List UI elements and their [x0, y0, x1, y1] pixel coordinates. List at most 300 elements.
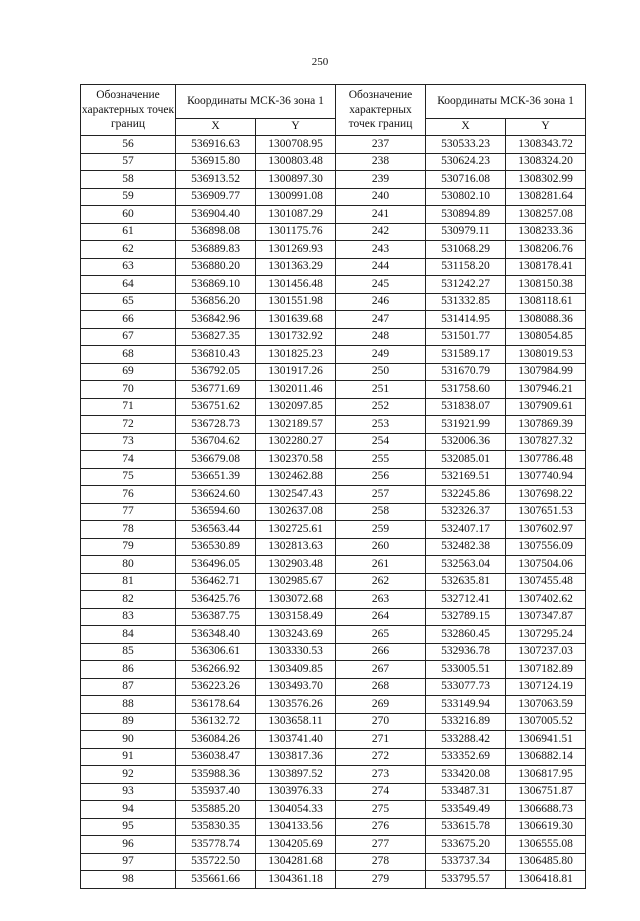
x-coordinate-left: 536530.89	[176, 538, 256, 556]
x-coordinate-right: 532326.37	[426, 503, 506, 521]
point-number-right: 244	[336, 258, 426, 276]
table-row	[81, 626, 586, 644]
x-coordinate-left: 536624.60	[176, 486, 256, 504]
y-coordinate-right: 1306555.08	[506, 836, 586, 854]
y-coordinate-left: 1303158.49	[256, 608, 336, 626]
table-row	[81, 258, 586, 276]
table-row	[81, 556, 586, 574]
x-coordinate-left: 535885.20	[176, 801, 256, 819]
x-coordinate-right: 530533.23	[426, 136, 506, 154]
y-coordinate-right: 1308118.61	[506, 293, 586, 311]
table-row	[81, 416, 586, 434]
y-coordinate-right: 1308324.20	[506, 153, 586, 171]
point-number-left: 63	[81, 258, 176, 276]
point-number-left: 94	[81, 801, 176, 819]
y-coordinate-left: 1302547.43	[256, 486, 336, 504]
y-coordinate-right: 1308281.64	[506, 188, 586, 206]
point-number-right: 257	[336, 486, 426, 504]
point-number-left: 85	[81, 643, 176, 661]
y-coordinate-left: 1303897.52	[256, 766, 336, 784]
point-number-right: 252	[336, 398, 426, 416]
y-coordinate-left: 1300708.95	[256, 136, 336, 154]
y-coordinate-right: 1308088.36	[506, 311, 586, 329]
point-number-right: 273	[336, 766, 426, 784]
y-coordinate-left: 1303493.70	[256, 678, 336, 696]
x-coordinate-right: 530979.11	[426, 223, 506, 241]
x-coordinate-right: 532006.36	[426, 433, 506, 451]
x-coordinate-right: 530894.89	[426, 206, 506, 224]
x-coordinate-left: 536842.96	[176, 311, 256, 329]
table-row	[81, 521, 586, 539]
table-row	[81, 381, 586, 399]
y-coordinate-right: 1307740.94	[506, 468, 586, 486]
point-number-right: 254	[336, 433, 426, 451]
point-number-right: 246	[336, 293, 426, 311]
point-number-right: 264	[336, 608, 426, 626]
x-coordinate-right: 532860.45	[426, 626, 506, 644]
point-number-left: 78	[81, 521, 176, 539]
y-coordinate-left: 1302725.61	[256, 521, 336, 539]
point-number-left: 75	[81, 468, 176, 486]
point-number-left: 96	[81, 836, 176, 854]
x-coordinate-right: 533149.94	[426, 696, 506, 714]
x-coordinate-right: 533352.69	[426, 748, 506, 766]
x-coordinate-left: 535722.50	[176, 853, 256, 871]
y-coordinate-left: 1303741.40	[256, 731, 336, 749]
x-coordinate-left: 536771.69	[176, 381, 256, 399]
table-row	[81, 363, 586, 381]
x-coordinate-right: 531414.95	[426, 311, 506, 329]
point-number-left: 89	[81, 713, 176, 731]
point-number-right: 242	[336, 223, 426, 241]
point-number-left: 74	[81, 451, 176, 469]
y-coordinate-right: 1307984.99	[506, 363, 586, 381]
x-coordinate-left: 536223.26	[176, 678, 256, 696]
x-coordinate-right: 532789.15	[426, 608, 506, 626]
x-coordinate-right: 531921.99	[426, 416, 506, 434]
x-coordinate-left: 536563.44	[176, 521, 256, 539]
y-coordinate-left: 1304205.69	[256, 836, 336, 854]
y-coordinate-right: 1306882.14	[506, 748, 586, 766]
point-number-left: 88	[81, 696, 176, 714]
table-row	[81, 171, 586, 189]
table-row	[81, 573, 586, 591]
y-coordinate-left: 1301363.29	[256, 258, 336, 276]
x-coordinate-right: 531068.29	[426, 241, 506, 259]
x-coordinate-right: 533077.73	[426, 678, 506, 696]
y-coordinate-left: 1303330.53	[256, 643, 336, 661]
point-number-right: 271	[336, 731, 426, 749]
point-number-right: 279	[336, 871, 426, 889]
point-number-right: 265	[336, 626, 426, 644]
y-coordinate-left: 1301639.68	[256, 311, 336, 329]
point-number-right: 239	[336, 171, 426, 189]
x-coordinate-right: 530716.08	[426, 171, 506, 189]
table-row	[81, 836, 586, 854]
x-coordinate-left: 536909.77	[176, 188, 256, 206]
y-coordinate-right: 1307182.89	[506, 661, 586, 679]
point-number-right: 268	[336, 678, 426, 696]
y-coordinate-right: 1307651.53	[506, 503, 586, 521]
table-row	[81, 748, 586, 766]
y-coordinate-right: 1307295.24	[506, 626, 586, 644]
point-number-right: 259	[336, 521, 426, 539]
y-coordinate-right: 1306751.87	[506, 783, 586, 801]
point-number-left: 67	[81, 328, 176, 346]
point-number-left: 56	[81, 136, 176, 154]
y-coordinate-left: 1304281.68	[256, 853, 336, 871]
table-row	[81, 591, 586, 609]
point-number-right: 241	[336, 206, 426, 224]
y-coordinate-right: 1308019.53	[506, 346, 586, 364]
y-coordinate-right: 1307455.48	[506, 573, 586, 591]
point-number-left: 92	[81, 766, 176, 784]
y-coordinate-left: 1301732.92	[256, 328, 336, 346]
table-row	[81, 643, 586, 661]
y-coordinate-right: 1307946.21	[506, 381, 586, 399]
table-row	[81, 818, 586, 836]
y-coordinate-right: 1308150.38	[506, 276, 586, 294]
point-number-left: 95	[81, 818, 176, 836]
table-row	[81, 328, 586, 346]
y-coordinate-left: 1303409.85	[256, 661, 336, 679]
y-coordinate-right: 1307827.32	[506, 433, 586, 451]
point-number-right: 269	[336, 696, 426, 714]
point-number-right: 260	[336, 538, 426, 556]
y-coordinate-right: 1307005.52	[506, 713, 586, 731]
y-coordinate-right: 1308233.36	[506, 223, 586, 241]
table-row	[81, 398, 586, 416]
x-coordinate-left: 535830.35	[176, 818, 256, 836]
point-number-right: 250	[336, 363, 426, 381]
y-coordinate-right: 1307237.03	[506, 643, 586, 661]
x-coordinate-right: 533420.08	[426, 766, 506, 784]
y-coordinate-left: 1302903.48	[256, 556, 336, 574]
x-coordinate-right: 532712.41	[426, 591, 506, 609]
x-coordinate-left: 536679.08	[176, 451, 256, 469]
x-coordinate-right: 533737.34	[426, 853, 506, 871]
y-coordinate-right: 1306817.95	[506, 766, 586, 784]
point-number-right: 278	[336, 853, 426, 871]
y-coordinate-left: 1304054.33	[256, 801, 336, 819]
point-number-left: 68	[81, 346, 176, 364]
point-number-right: 249	[336, 346, 426, 364]
x-coordinate-left: 536266.92	[176, 661, 256, 679]
point-number-right: 277	[336, 836, 426, 854]
x-column-header-left: X	[176, 119, 256, 136]
y-coordinate-right: 1307602.97	[506, 521, 586, 539]
table-row	[81, 293, 586, 311]
point-number-right: 237	[336, 136, 426, 154]
x-coordinate-right: 531670.79	[426, 363, 506, 381]
table-row	[81, 538, 586, 556]
coordinates-table	[80, 84, 586, 889]
y-coordinate-left: 1300803.48	[256, 153, 336, 171]
y-coordinate-left: 1303072.68	[256, 591, 336, 609]
point-number-right: 245	[336, 276, 426, 294]
point-number-right: 258	[336, 503, 426, 521]
y-column-header-right: Y	[506, 119, 586, 136]
x-column-header-right: X	[426, 119, 506, 136]
x-coordinate-left: 536038.47	[176, 748, 256, 766]
x-coordinate-right: 531758.60	[426, 381, 506, 399]
x-coordinate-right: 533288.42	[426, 731, 506, 749]
x-coordinate-left: 535937.40	[176, 783, 256, 801]
point-number-left: 66	[81, 311, 176, 329]
point-number-right: 274	[336, 783, 426, 801]
table-row	[81, 731, 586, 749]
x-coordinate-right: 532635.81	[426, 573, 506, 591]
point-number-left: 59	[81, 188, 176, 206]
y-coordinate-left: 1302097.85	[256, 398, 336, 416]
y-coordinate-right: 1308302.99	[506, 171, 586, 189]
x-coordinate-left: 536827.35	[176, 328, 256, 346]
x-coordinate-left: 535988.36	[176, 766, 256, 784]
x-coordinate-left: 535661.66	[176, 871, 256, 889]
y-coordinate-right: 1307124.19	[506, 678, 586, 696]
point-number-left: 70	[81, 381, 176, 399]
table-row	[81, 276, 586, 294]
page-number: 250	[311, 56, 329, 68]
point-number-left: 86	[81, 661, 176, 679]
point-number-left: 65	[81, 293, 176, 311]
point-number-left: 58	[81, 171, 176, 189]
y-coordinate-left: 1303976.33	[256, 783, 336, 801]
y-coordinate-left: 1301917.26	[256, 363, 336, 381]
point-number-right: 243	[336, 241, 426, 259]
y-coordinate-right: 1308054.85	[506, 328, 586, 346]
table-row	[81, 241, 586, 259]
x-coordinate-left: 536387.75	[176, 608, 256, 626]
x-coordinate-right: 531838.07	[426, 398, 506, 416]
y-coordinate-right: 1307504.06	[506, 556, 586, 574]
x-coordinate-left: 536904.40	[176, 206, 256, 224]
point-number-left: 77	[81, 503, 176, 521]
table-row	[81, 766, 586, 784]
x-coordinate-left: 536178.64	[176, 696, 256, 714]
point-number-right: 266	[336, 643, 426, 661]
point-number-right: 248	[336, 328, 426, 346]
y-coordinate-right: 1307063.59	[506, 696, 586, 714]
x-coordinate-right: 531242.27	[426, 276, 506, 294]
point-number-left: 83	[81, 608, 176, 626]
point-number-right: 240	[336, 188, 426, 206]
point-number-right: 255	[336, 451, 426, 469]
point-number-left: 84	[81, 626, 176, 644]
x-coordinate-right: 533216.89	[426, 713, 506, 731]
y-coordinate-right: 1307786.48	[506, 451, 586, 469]
y-coordinate-right: 1306688.73	[506, 801, 586, 819]
point-number-left: 73	[81, 433, 176, 451]
coordinates-group-header-left: Координаты МСК-36 зона 1	[176, 85, 336, 119]
x-coordinate-left: 536810.43	[176, 346, 256, 364]
x-coordinate-left: 536869.10	[176, 276, 256, 294]
y-coordinate-right: 1306485.80	[506, 853, 586, 871]
table-row	[81, 153, 586, 171]
point-number-right: 267	[336, 661, 426, 679]
y-coordinate-left: 1300897.30	[256, 171, 336, 189]
x-coordinate-right: 532245.86	[426, 486, 506, 504]
table-row	[81, 801, 586, 819]
x-coordinate-right: 533675.20	[426, 836, 506, 854]
y-coordinate-right: 1307869.39	[506, 416, 586, 434]
point-number-right: 270	[336, 713, 426, 731]
x-coordinate-left: 536425.76	[176, 591, 256, 609]
y-coordinate-left: 1301551.98	[256, 293, 336, 311]
x-coordinate-right: 532169.51	[426, 468, 506, 486]
coordinates-group-header-right: Координаты МСК-36 зона 1	[426, 85, 586, 119]
y-coordinate-left: 1301175.76	[256, 223, 336, 241]
y-coordinate-left: 1301456.48	[256, 276, 336, 294]
table-row	[81, 783, 586, 801]
y-column-header-left: Y	[256, 119, 336, 136]
x-coordinate-left: 536462.71	[176, 573, 256, 591]
table-row	[81, 871, 586, 889]
y-coordinate-left: 1302985.67	[256, 573, 336, 591]
point-number-right: 275	[336, 801, 426, 819]
y-coordinate-left: 1302813.63	[256, 538, 336, 556]
x-coordinate-right: 531501.77	[426, 328, 506, 346]
x-coordinate-left: 536496.05	[176, 556, 256, 574]
y-coordinate-left: 1304361.18	[256, 871, 336, 889]
point-number-left: 98	[81, 871, 176, 889]
x-coordinate-right: 532407.17	[426, 521, 506, 539]
y-coordinate-right: 1308206.76	[506, 241, 586, 259]
y-coordinate-left: 1302011.46	[256, 381, 336, 399]
x-coordinate-left: 536348.40	[176, 626, 256, 644]
table-row	[81, 451, 586, 469]
point-number-left: 60	[81, 206, 176, 224]
x-coordinate-left: 536751.62	[176, 398, 256, 416]
x-coordinate-left: 536916.63	[176, 136, 256, 154]
point-number-left: 62	[81, 241, 176, 259]
y-coordinate-right: 1308257.08	[506, 206, 586, 224]
y-coordinate-left: 1303658.11	[256, 713, 336, 731]
point-number-left: 61	[81, 223, 176, 241]
table-row	[81, 853, 586, 871]
x-coordinate-left: 536594.60	[176, 503, 256, 521]
y-coordinate-left: 1302280.27	[256, 433, 336, 451]
table-row	[81, 503, 586, 521]
x-coordinate-left: 536880.20	[176, 258, 256, 276]
y-coordinate-left: 1301825.23	[256, 346, 336, 364]
table-row	[81, 696, 586, 714]
x-coordinate-right: 533615.78	[426, 818, 506, 836]
x-coordinate-left: 535778.74	[176, 836, 256, 854]
x-coordinate-left: 536651.39	[176, 468, 256, 486]
point-number-left: 82	[81, 591, 176, 609]
y-coordinate-left: 1300991.08	[256, 188, 336, 206]
point-number-left: 80	[81, 556, 176, 574]
x-coordinate-left: 536728.73	[176, 416, 256, 434]
point-number-left: 91	[81, 748, 176, 766]
y-coordinate-left: 1302637.08	[256, 503, 336, 521]
y-coordinate-left: 1302189.57	[256, 416, 336, 434]
point-number-right: 261	[336, 556, 426, 574]
table-row	[81, 136, 586, 154]
x-coordinate-left: 536898.08	[176, 223, 256, 241]
x-coordinate-left: 536913.52	[176, 171, 256, 189]
x-coordinate-left: 536306.61	[176, 643, 256, 661]
table-row	[81, 713, 586, 731]
x-coordinate-right: 531158.20	[426, 258, 506, 276]
point-number-left: 57	[81, 153, 176, 171]
point-number-left: 93	[81, 783, 176, 801]
y-coordinate-left: 1301087.29	[256, 206, 336, 224]
x-coordinate-right: 533487.31	[426, 783, 506, 801]
y-coordinate-left: 1303243.69	[256, 626, 336, 644]
y-coordinate-left: 1302462.88	[256, 468, 336, 486]
point-number-left: 71	[81, 398, 176, 416]
x-coordinate-left: 536915.80	[176, 153, 256, 171]
x-coordinate-right: 533549.49	[426, 801, 506, 819]
point-number-left: 81	[81, 573, 176, 591]
x-coordinate-left: 536889.83	[176, 241, 256, 259]
point-number-right: 247	[336, 311, 426, 329]
point-number-left: 69	[81, 363, 176, 381]
table-row	[81, 346, 586, 364]
x-coordinate-left: 536084.26	[176, 731, 256, 749]
point-number-left: 97	[81, 853, 176, 871]
point-designation-header-left: Обозначение характерных точек границ	[81, 85, 176, 136]
x-coordinate-right: 533005.51	[426, 661, 506, 679]
point-number-right: 262	[336, 573, 426, 591]
x-coordinate-right: 532563.04	[426, 556, 506, 574]
y-coordinate-left: 1301269.93	[256, 241, 336, 259]
y-coordinate-right: 1306619.30	[506, 818, 586, 836]
x-coordinate-left: 536856.20	[176, 293, 256, 311]
table-row	[81, 188, 586, 206]
x-coordinate-right: 531589.17	[426, 346, 506, 364]
point-number-left: 76	[81, 486, 176, 504]
y-coordinate-right: 1306418.81	[506, 871, 586, 889]
y-coordinate-right: 1307909.61	[506, 398, 586, 416]
table-row	[81, 678, 586, 696]
point-number-right: 276	[336, 818, 426, 836]
point-number-right: 263	[336, 591, 426, 609]
x-coordinate-left: 536132.72	[176, 713, 256, 731]
table-row	[81, 311, 586, 329]
x-coordinate-right: 530624.23	[426, 153, 506, 171]
y-coordinate-right: 1307556.09	[506, 538, 586, 556]
x-coordinate-right: 532936.78	[426, 643, 506, 661]
table-row	[81, 468, 586, 486]
table-row	[81, 661, 586, 679]
x-coordinate-left: 536704.62	[176, 433, 256, 451]
x-coordinate-right: 532085.01	[426, 451, 506, 469]
y-coordinate-right: 1307698.22	[506, 486, 586, 504]
y-coordinate-right: 1307347.87	[506, 608, 586, 626]
x-coordinate-right: 530802.10	[426, 188, 506, 206]
point-number-right: 253	[336, 416, 426, 434]
table-row	[81, 608, 586, 626]
point-number-right: 251	[336, 381, 426, 399]
y-coordinate-left: 1303817.36	[256, 748, 336, 766]
x-coordinate-right: 531332.85	[426, 293, 506, 311]
point-number-left: 72	[81, 416, 176, 434]
point-designation-header-right: Обозначение характерных точек границ	[336, 85, 426, 136]
point-number-right: 272	[336, 748, 426, 766]
y-coordinate-right: 1308178.41	[506, 258, 586, 276]
y-coordinate-right: 1307402.62	[506, 591, 586, 609]
point-number-left: 79	[81, 538, 176, 556]
x-coordinate-right: 533795.57	[426, 871, 506, 889]
y-coordinate-left: 1302370.58	[256, 451, 336, 469]
table-body	[81, 136, 586, 889]
table-row	[81, 433, 586, 451]
point-number-left: 64	[81, 276, 176, 294]
y-coordinate-right: 1306941.51	[506, 731, 586, 749]
